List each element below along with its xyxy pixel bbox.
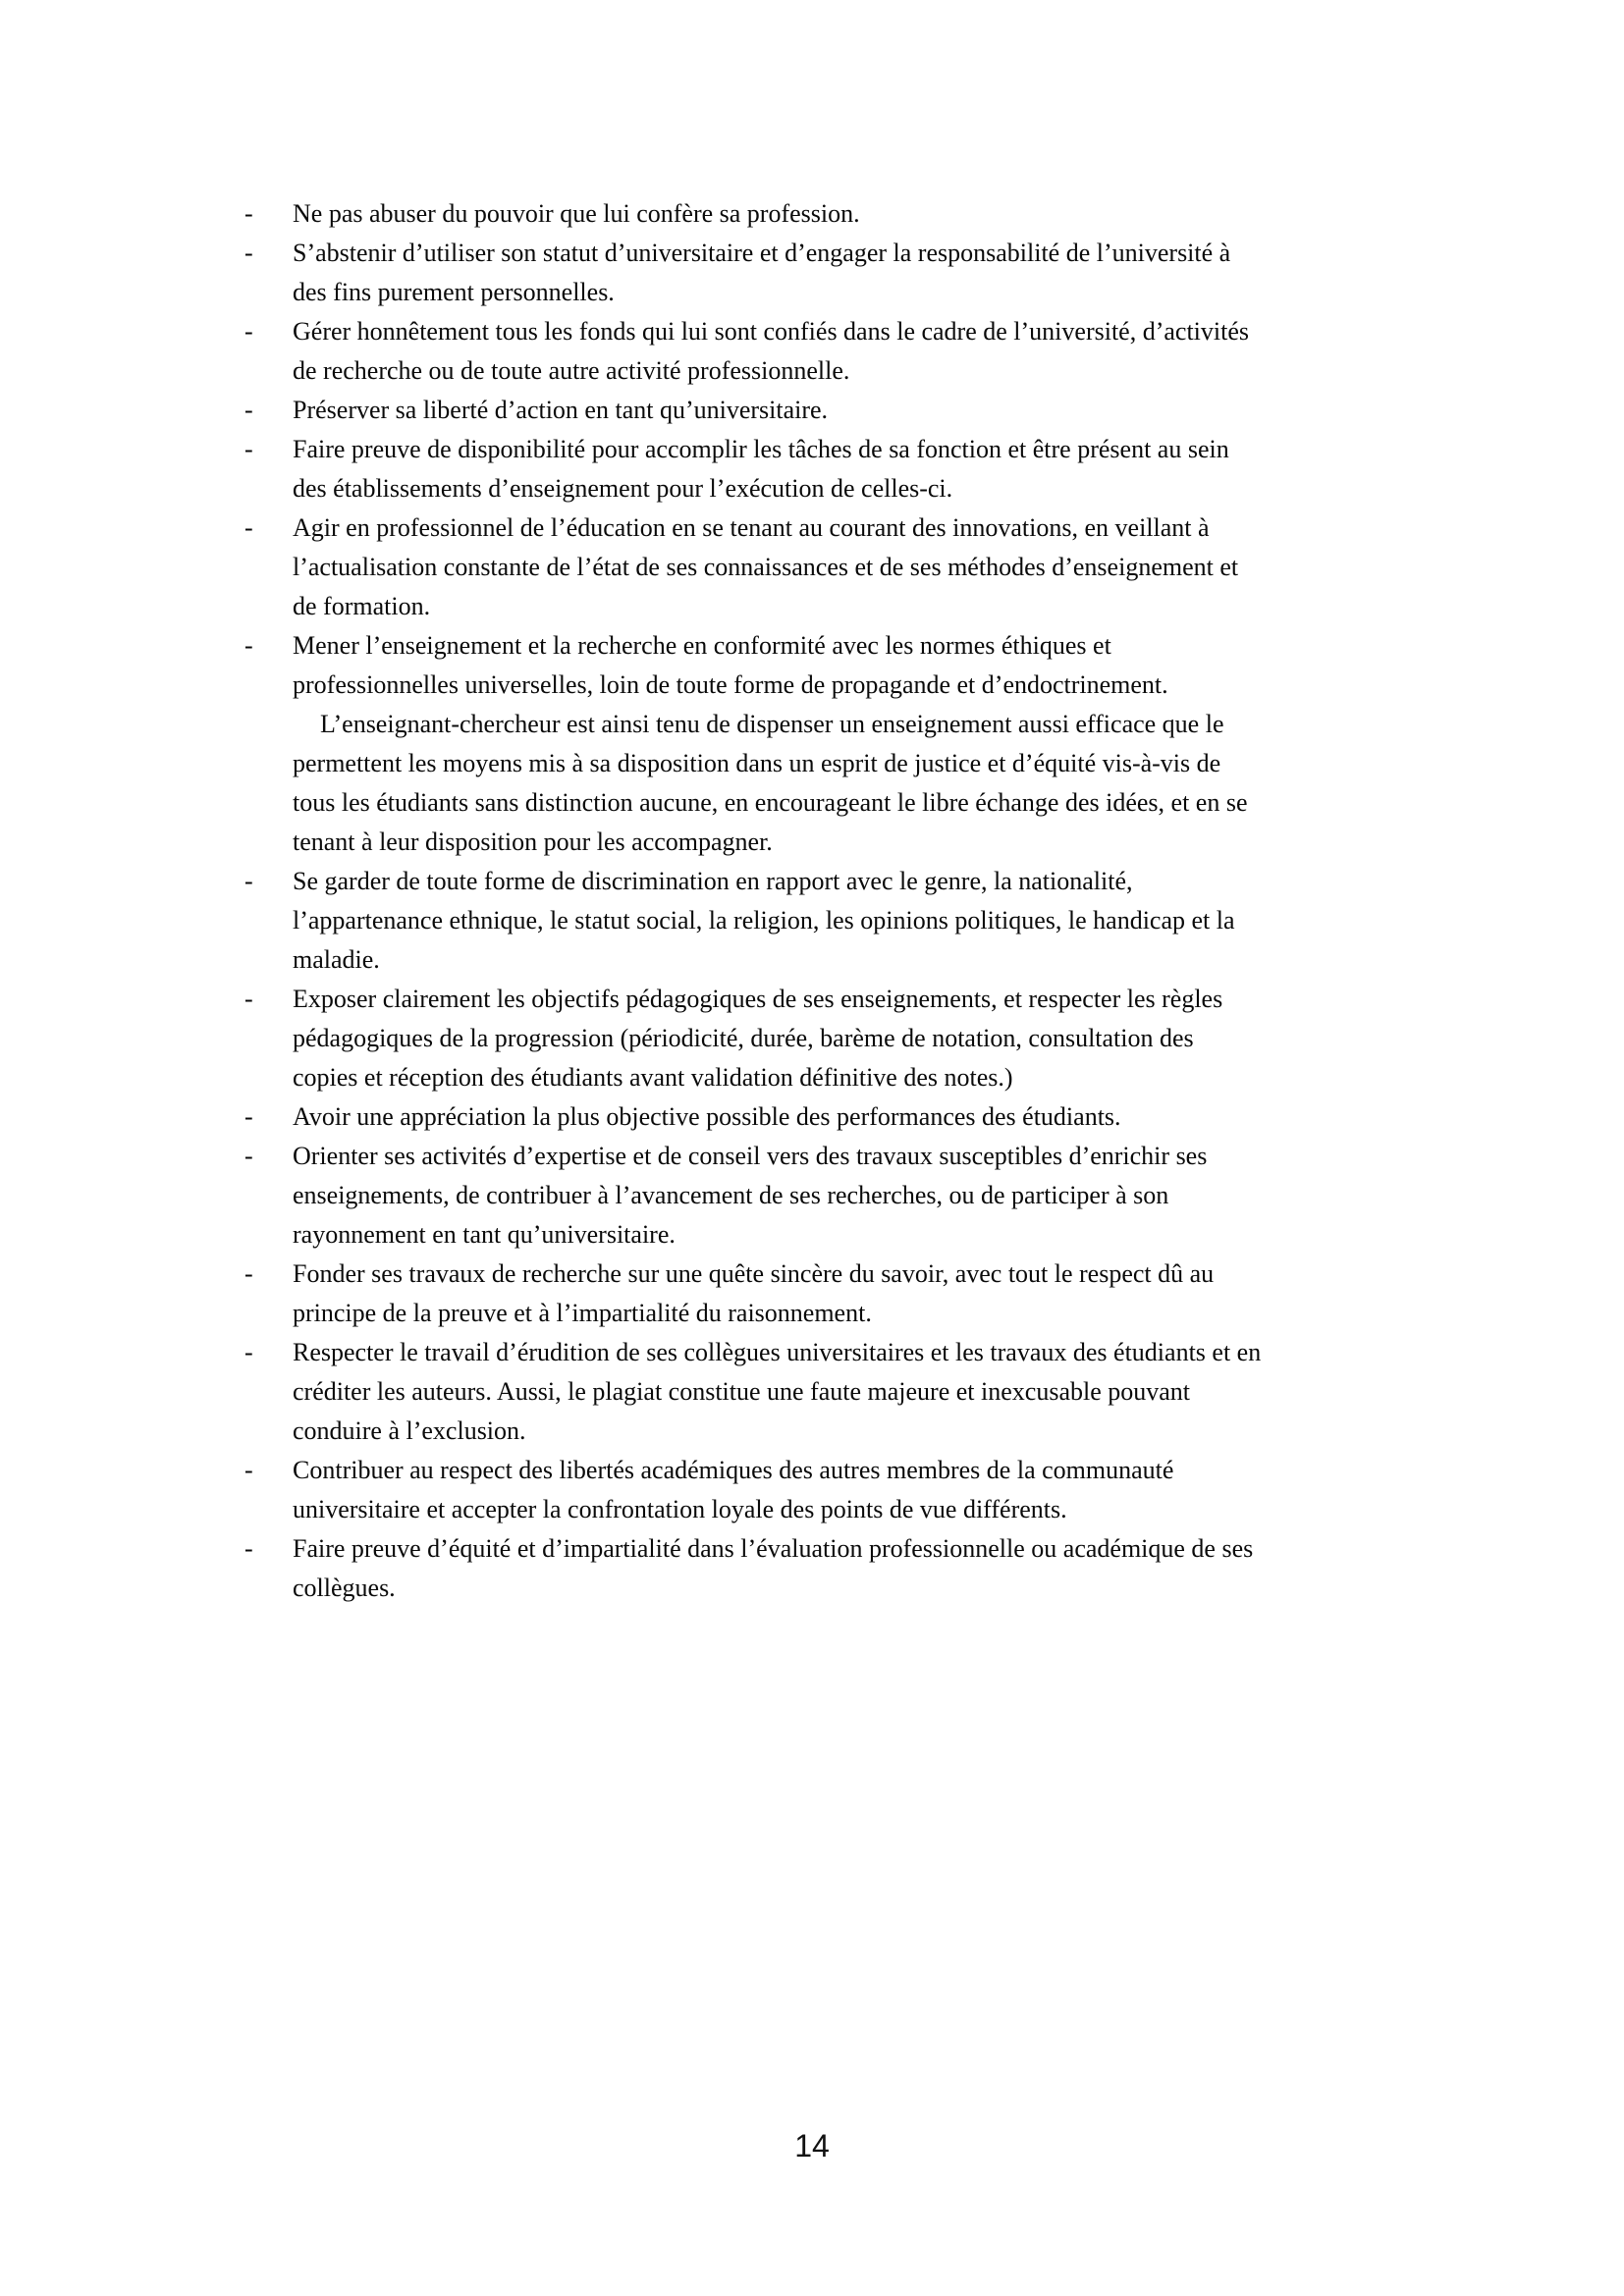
list-item bbox=[244, 391, 1452, 430]
text-line: l’appartenance ethnique, le statut social, la religion, les opinions politiques, le handicap et la bbox=[293, 906, 1235, 934]
text-line: créditer les auteurs. Aussi, le plagiat constitue une faute majeure et inexcusable pouvant bbox=[293, 1377, 1191, 1406]
text-line: de formation. bbox=[293, 592, 431, 620]
text-line: Faire preuve d’équité et d’impartialité dans l’évaluation professionnelle ou académique de ses bbox=[293, 1534, 1254, 1563]
text-line: Préserver sa liberté d’action en tant qu’universitaire. bbox=[293, 396, 829, 424]
text-line: Contribuer au respect des libertés académiques des autres membres de la communauté bbox=[293, 1456, 1174, 1484]
bullet-marker: - bbox=[244, 513, 253, 542]
bullet-marker: - bbox=[244, 1456, 253, 1484]
bullet-marker: - bbox=[244, 985, 253, 1013]
item-text bbox=[293, 194, 1452, 234]
list-item bbox=[244, 980, 1452, 1097]
item-text bbox=[293, 1097, 1452, 1137]
bullet-marker: - bbox=[244, 199, 253, 228]
bullet-marker: - bbox=[244, 1338, 253, 1366]
item-text bbox=[293, 391, 1452, 430]
text-line: enseignements, de contribuer à l’avancement de ses recherches, ou de participer à son bbox=[293, 1181, 1169, 1209]
text-line: des fins purement personnelles. bbox=[293, 278, 615, 306]
text-line: Gérer honnêtement tous les fonds qui lui sont confiés dans le cadre de l’université, d’activités bbox=[293, 317, 1249, 346]
text-line: copies et réception des étudiants avant validation définitive des notes.) bbox=[293, 1063, 1013, 1092]
list-item bbox=[244, 508, 1452, 626]
text-line: tenant à leur disposition pour les accompagner. bbox=[293, 828, 773, 856]
item-text bbox=[293, 1137, 1452, 1255]
text-line: Avoir une appréciation la plus objective possible des performances des étudiants. bbox=[293, 1102, 1121, 1131]
item-text bbox=[293, 980, 1452, 1097]
text-line: Ne pas abuser du pouvoir que lui confère sa profession. bbox=[293, 199, 860, 228]
list-item bbox=[244, 1137, 1452, 1255]
text-line: S’abstenir d’utiliser son statut d’universitaire et d’engager la responsabilité de l’université à bbox=[293, 239, 1231, 267]
bullet-marker: - bbox=[244, 631, 253, 660]
list-item bbox=[244, 1529, 1452, 1608]
bullet-marker: - bbox=[244, 1534, 253, 1563]
text-line: des établissements d’enseignement pour l’exécution de celles-ci. bbox=[293, 474, 953, 503]
item-text bbox=[293, 626, 1452, 705]
text-line: L’enseignant-chercheur est ainsi tenu de dispenser un enseignement aussi efficace que le bbox=[320, 710, 1224, 738]
bullet-marker: - bbox=[244, 1142, 253, 1170]
text-line: Orienter ses activités d’expertise et de conseil vers des travaux susceptibles d’enrichir ses bbox=[293, 1142, 1208, 1170]
list-item bbox=[244, 1451, 1452, 1529]
list-item bbox=[244, 1255, 1452, 1333]
continuation-paragraph bbox=[244, 705, 1452, 862]
item-text bbox=[293, 862, 1452, 980]
text-line: tous les étudiants sans distinction aucune, en encourageant le libre échange des idées, et en se bbox=[293, 788, 1248, 817]
item-text bbox=[293, 1333, 1452, 1451]
bullet-marker: - bbox=[244, 1102, 253, 1131]
page-number: 14 bbox=[794, 2128, 830, 2163]
bullet-marker: - bbox=[244, 239, 253, 267]
text-line: Faire preuve de disponibilité pour accomplir les tâches de sa fonction et être présent au sein bbox=[293, 435, 1229, 463]
list-item bbox=[244, 234, 1452, 312]
item-text bbox=[293, 705, 1452, 862]
list-item bbox=[244, 1097, 1452, 1137]
list-item bbox=[244, 862, 1452, 980]
list-item bbox=[244, 430, 1452, 508]
text-line: maladie. bbox=[293, 945, 380, 974]
list-item bbox=[244, 1333, 1452, 1451]
content-list bbox=[244, 194, 1452, 1608]
list-item bbox=[244, 194, 1452, 234]
text-line: Mener l’enseignement et la recherche en conformité avec les normes éthiques et bbox=[293, 631, 1111, 660]
item-text bbox=[293, 312, 1452, 391]
text-line: permettent les moyens mis à sa disposition dans un esprit de justice et d’équité vis-à-vis de bbox=[293, 749, 1221, 777]
text-line: conduire à l’exclusion. bbox=[293, 1416, 526, 1445]
text-line: Fonder ses travaux de recherche sur une quête sincère du savoir, avec tout le respect dû au bbox=[293, 1259, 1215, 1288]
text-line: universitaire et accepter la confrontation loyale des points de vue différents. bbox=[293, 1495, 1067, 1523]
item-text bbox=[293, 1255, 1452, 1333]
text-line: Exposer clairement les objectifs pédagogiques de ses enseignements, et respecter les règles bbox=[293, 985, 1223, 1013]
bullet-marker: - bbox=[244, 867, 253, 895]
text-line: de recherche ou de toute autre activité professionnelle. bbox=[293, 356, 850, 385]
text-line: pédagogiques de la progression (périodicité, durée, barème de notation, consultation des bbox=[293, 1024, 1194, 1052]
text-line: l’actualisation constante de l’état de ses connaissances et de ses méthodes d’enseignement et bbox=[293, 553, 1239, 581]
bullet-marker: - bbox=[244, 435, 253, 463]
bullet-marker: - bbox=[244, 1259, 253, 1288]
text-line: professionnelles universelles, loin de toute forme de propagande et d’endoctrinement. bbox=[293, 670, 1168, 699]
item-text bbox=[293, 430, 1452, 508]
item-text bbox=[293, 508, 1452, 626]
text-line: principe de la preuve et à l’impartialité du raisonnement. bbox=[293, 1299, 872, 1327]
item-text bbox=[293, 1529, 1452, 1608]
bullet-marker: - bbox=[244, 396, 253, 424]
item-text bbox=[293, 1451, 1452, 1529]
list-item bbox=[244, 626, 1452, 705]
text-line: rayonnement en tant qu’universitaire. bbox=[293, 1220, 676, 1249]
item-text bbox=[293, 234, 1452, 312]
text-line: Agir en professionnel de l’éducation en se tenant au courant des innovations, en veillant à bbox=[293, 513, 1210, 542]
text-line: Se garder de toute forme de discrimination en rapport avec le genre, la nationalité, bbox=[293, 867, 1133, 895]
text-line: Respecter le travail d’érudition de ses collègues universitaires et les travaux des étudiants et en bbox=[293, 1338, 1262, 1366]
bullet-marker: - bbox=[244, 317, 253, 346]
list-item bbox=[244, 312, 1452, 391]
text-line: collègues. bbox=[293, 1574, 396, 1602]
